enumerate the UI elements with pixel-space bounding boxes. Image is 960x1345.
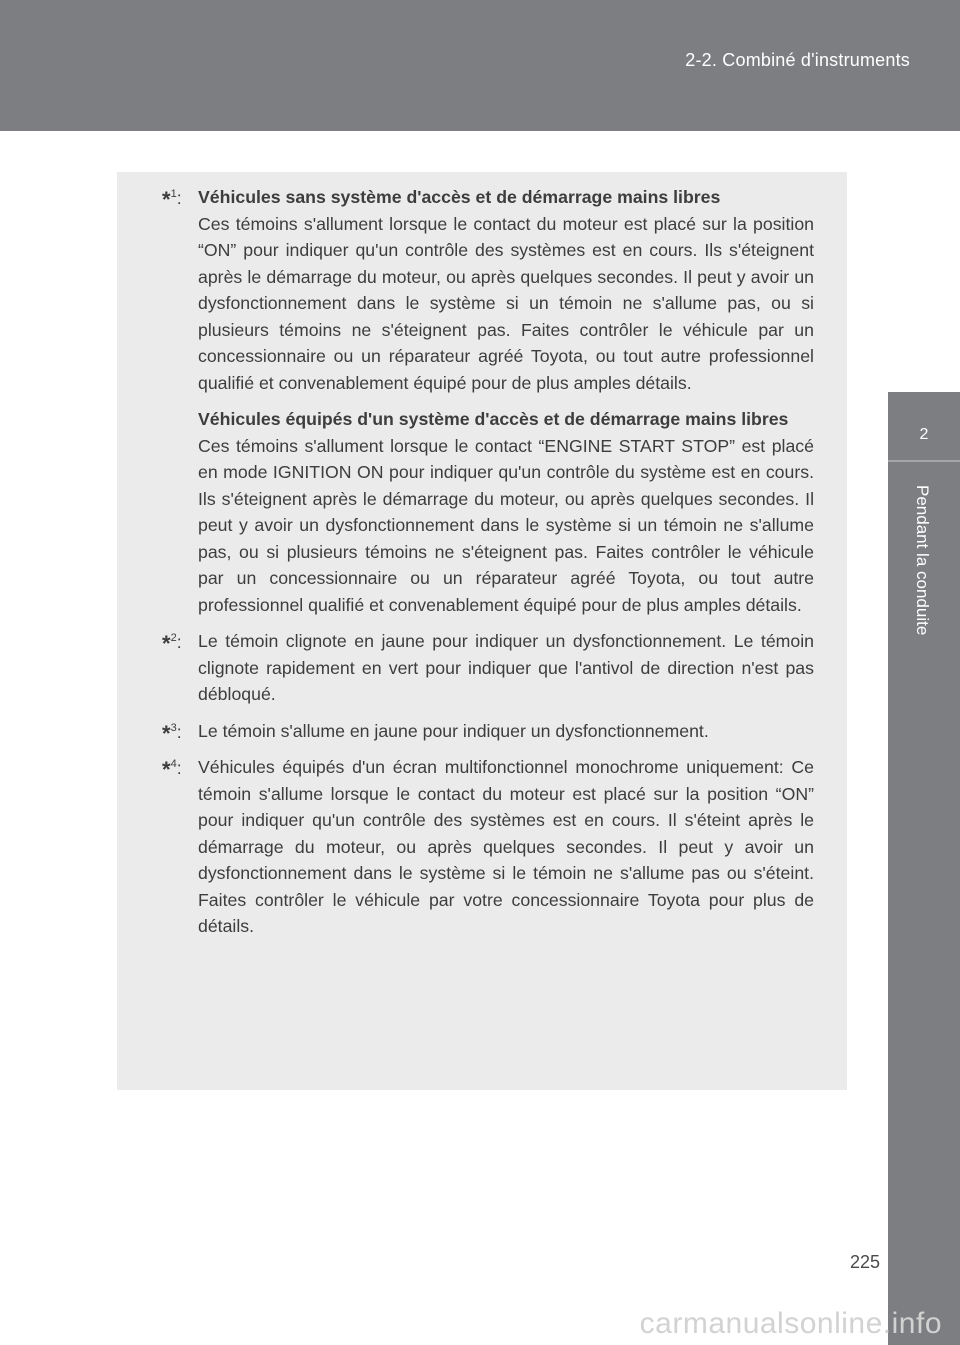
section-title: 2-2. Combiné d'instruments <box>685 50 910 70</box>
footnote-3 <box>162 718 814 745</box>
footnote-text: Le témoin clignote en jaune pour indiquer un dysfonctionnement. Le témoin clignote rapidement en vert pour indiquer que l'antivol de direction n'est pas débloqué. <box>198 631 814 704</box>
notes-content <box>162 184 814 950</box>
footnote-text: Ces témoins s'allument lorsque le contact du moteur est placé sur la position “ON” pour indiquer qu'un contrôle des systèmes est en cours. Ils s'éteignent après le démarrage du moteur, ou après quelques secondes. Il peut y avoir un dysfonctionnement dans le système si un témoin ne s'allume pas, ou si plusieurs témoins ne s'éteignent pas. Faites contrôler le véhicule par un concessionnaire ou un réparateur agréé Toyota, ou tout autre professionnel qualifié et convenablement équipé pour de plus amples détails. <box>198 213 814 393</box>
chapter-label: Pendant la conduite <box>913 485 932 636</box>
footnote-2 <box>162 628 814 708</box>
footnote-marker: *$^1$: <box>162 187 182 212</box>
footnote-text: Véhicules équipés d'un écran multifonctionnel monochrome uniquement: Ce témoin s'allume lorsque le contact du moteur est placé sur la position “ON” pour indiquer qu'un contrôle des systèmes est en cours. Il s'éteint après le démarrage du moteur, ou après quelques secondes. Il peut y avoir un dysfonctionnement dans le système si le témoin ne s'allume pas ou s'éteint. Faites contrôler le véhicule par votre concessionnaire Toyota pour plus de détails. <box>198 757 814 936</box>
chapter-number: 2 <box>919 426 929 443</box>
footnote-marker: *$^3$: <box>162 720 182 746</box>
page-number: 225 <box>850 1252 881 1272</box>
chapter-side-tab <box>888 392 960 1345</box>
footnote-text: Le témoin s'allume en jaune pour indiquer un dysfonctionnement. <box>198 720 709 741</box>
footnote-text: Ces témoins s'allument lorsque le contact “ENGINE START STOP” est placé en mode IGNITION ON pour indiquer qu'un contrôle du système est en cours. Ils s'éteignent après le démarrage du moteur, ou après quelques secondes. Il peut y avoir un dysfonctionnement dans le système si un témoin ne s'allume pas, ou si plusieurs témoins ne s'éteignent pas. Faites contrôler le véhicule par un concessionnaire ou un réparateur agréé Toyota, ou tout autre professionnel qualifié et convenablement équipé pour de plus amples détails. <box>198 435 814 615</box>
footnote-heading: Véhicules sans système d'accès et de démarrage mains libres <box>198 187 721 207</box>
footnote-paragraph <box>198 406 814 618</box>
footnote-marker: *$^4$: <box>162 757 182 782</box>
page-header <box>0 0 960 131</box>
watermark: carmanualsonline.info <box>639 1307 942 1340</box>
footnote-1 <box>162 184 814 618</box>
chapter-divider <box>888 460 960 462</box>
footnote-paragraph <box>198 184 814 396</box>
footnote-marker: *$^2$: <box>162 631 182 656</box>
footnote-4 <box>162 754 814 940</box>
footnote-heading: Véhicules équipés d'un système d'accès et de démarrage mains libres <box>198 409 789 429</box>
